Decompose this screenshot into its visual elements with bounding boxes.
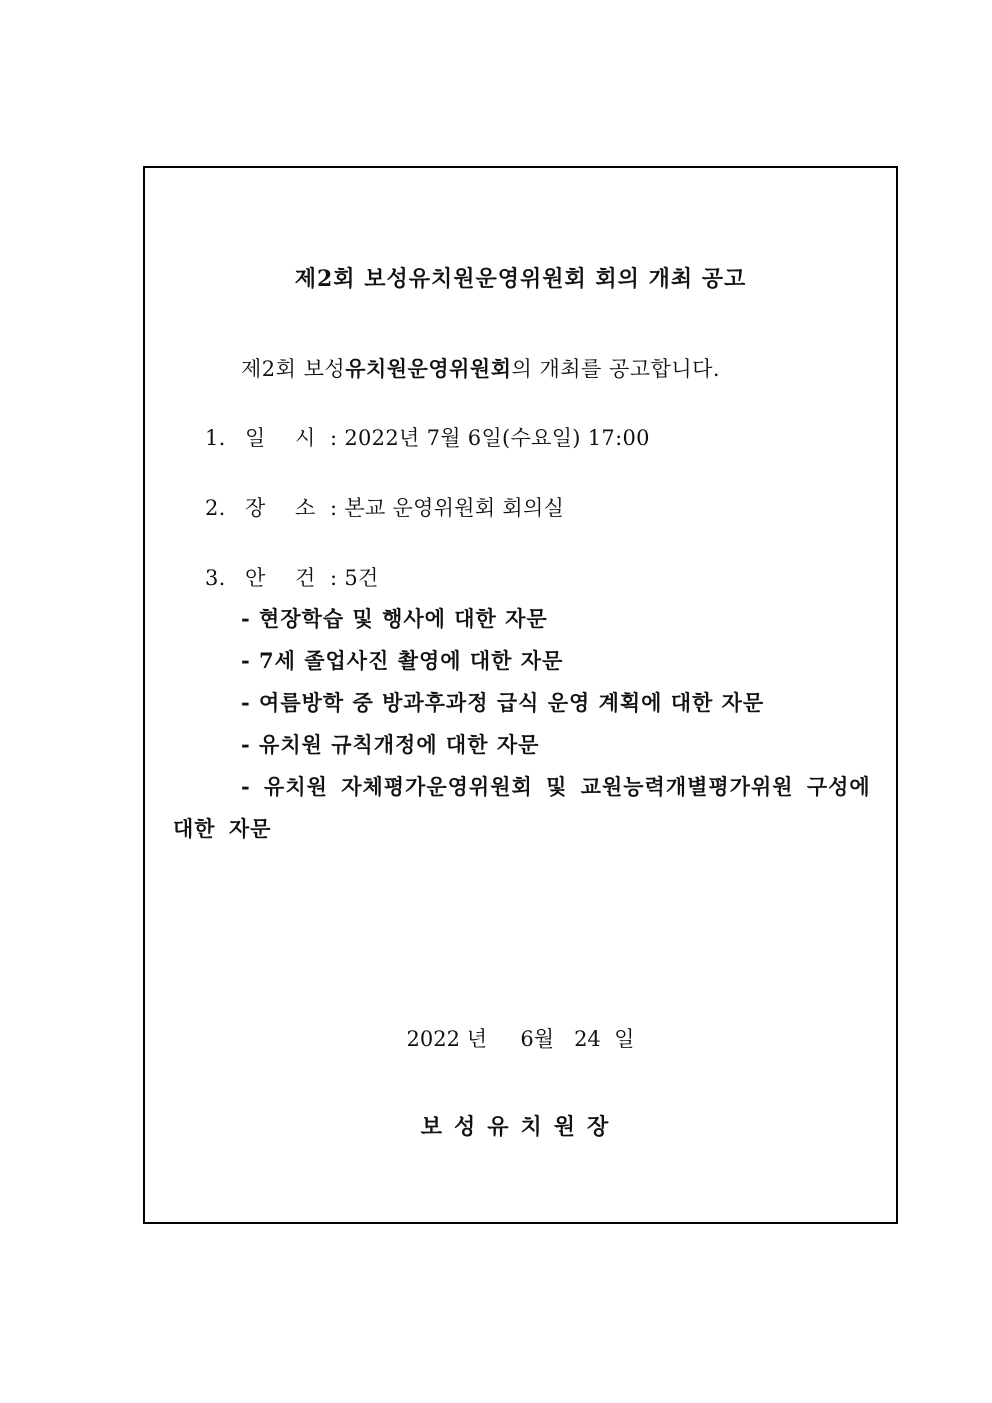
item-value: 본교 운영위원회 회의실 bbox=[344, 496, 565, 520]
item-separator: : bbox=[329, 566, 338, 590]
item-number: 3. bbox=[205, 566, 226, 590]
date-month: 6월 bbox=[520, 1027, 555, 1051]
date-day-unit: 일 bbox=[614, 1027, 635, 1051]
notice-intro bbox=[241, 354, 720, 384]
agenda-item: - 유치원 규칙개정에 대한 자문 bbox=[241, 732, 540, 757]
item-place bbox=[205, 493, 564, 523]
item-number: 2. bbox=[205, 496, 226, 520]
intro-prefix: 제2회 보성 bbox=[241, 357, 346, 381]
item-separator: : bbox=[329, 496, 338, 520]
notice-date bbox=[145, 1024, 896, 1054]
intro-committee: 유치원운영위원회 bbox=[345, 356, 512, 381]
date-day: 24 bbox=[574, 1027, 601, 1051]
item-schedule bbox=[205, 423, 650, 453]
item-number: 1. bbox=[205, 426, 226, 450]
date-year: 2022 bbox=[406, 1027, 460, 1051]
item-label: 일 시 bbox=[245, 426, 316, 450]
notice-signer: 보성유치원장 bbox=[420, 1114, 621, 1140]
item-value: 2022년 7월 6일(수요일) 17:00 bbox=[344, 426, 650, 450]
item-agenda bbox=[205, 563, 379, 593]
notice-frame bbox=[143, 166, 898, 1224]
item-label: 장 소 bbox=[245, 496, 316, 520]
notice-title: 제2회 보성유치원운영위원회 회의 개최 공고 bbox=[294, 266, 747, 292]
agenda-item: - 여름방학 중 방과후과정 급식 운영 계획에 대한 자문 bbox=[241, 690, 765, 715]
agenda-item: - 유치원 자체평가운영위원회 및 교원능력개별평가위원 구성에 대한 자문 bbox=[173, 774, 871, 841]
date-year-unit: 년 bbox=[466, 1027, 487, 1051]
item-label: 안 건 bbox=[245, 566, 316, 590]
agenda-item: - 현장학습 및 행사에 대한 자문 bbox=[241, 606, 548, 631]
item-separator: : bbox=[329, 426, 338, 450]
intro-suffix: 의 개최를 공고합니다. bbox=[511, 357, 721, 381]
item-value: 5건 bbox=[344, 566, 379, 590]
agenda-item: - 7세 졸업사진 촬영에 대한 자문 bbox=[241, 648, 564, 673]
